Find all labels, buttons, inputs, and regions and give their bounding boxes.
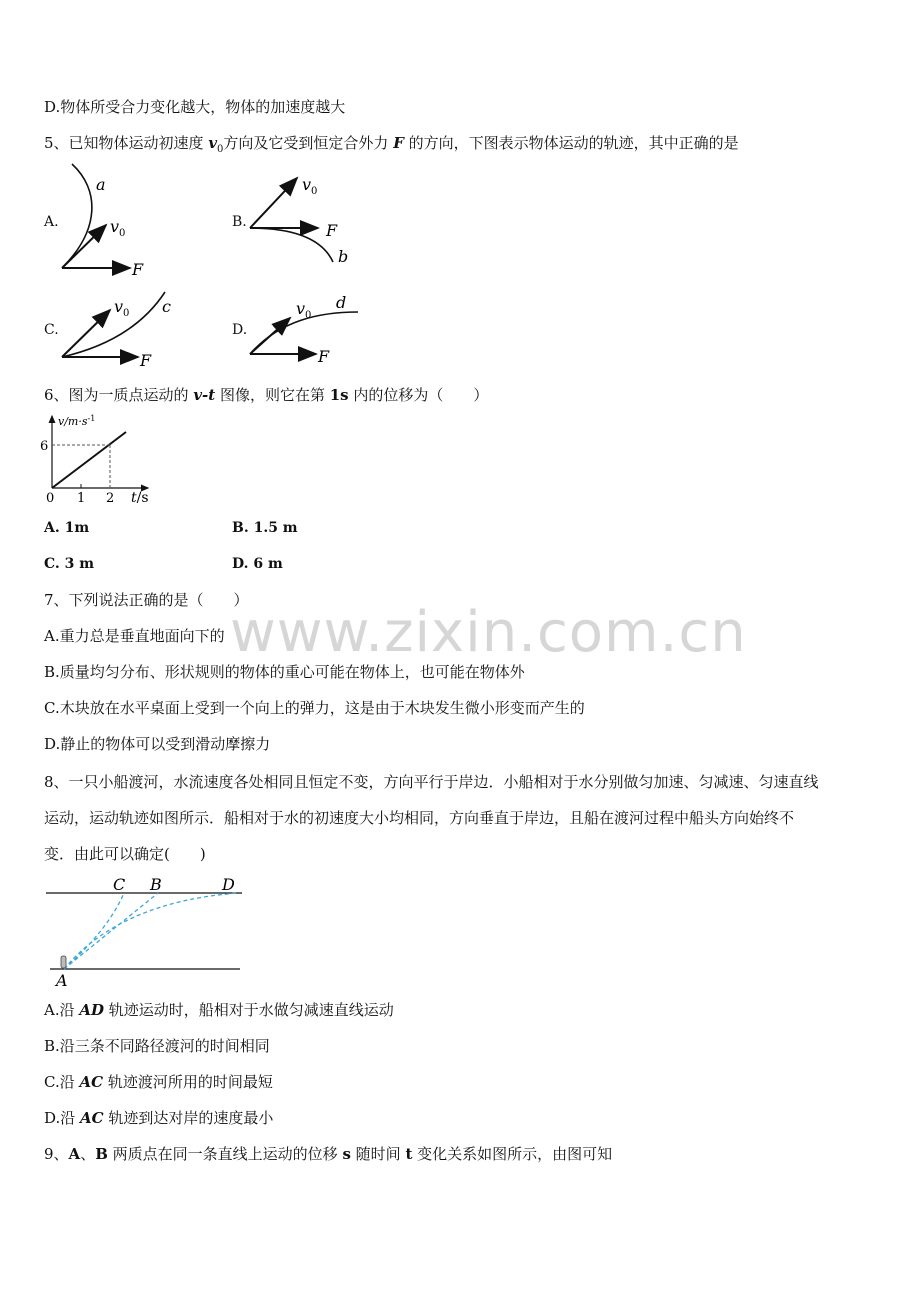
q7-option-a: A.重力总是垂直地面向下的 <box>44 627 225 645</box>
q8-option-a: A.沿 AD 轨迹运动时，船相对于水做匀减速直线运动 <box>44 1001 394 1019</box>
q7-option-c: C.木块放在水平桌面上受到一个向上的弹力，这是由于木块发生微小形变而产生的 <box>44 699 585 717</box>
q6-text-b: 图像，则它在第 <box>215 386 330 404</box>
q6-vt: v-t <box>193 386 216 404</box>
q5-figures <box>0 0 920 380</box>
v0-label-a: $v_0$ <box>110 217 126 239</box>
q7-option-d: D.静止的物体可以受到滑动摩擦力 <box>44 735 271 753</box>
q5-f: F <box>393 134 404 152</box>
q8-option-d: D.沿 AC 轨迹到达对岸的速度最小 <box>44 1109 274 1127</box>
q8-option-b: B.沿三条不同路径渡河的时间相同 <box>44 1037 270 1055</box>
q4-option-d: D.物体所受合力变化越大，物体的加速度越大 <box>44 98 346 116</box>
q5-figure-b <box>250 175 348 266</box>
curve-label-d: d <box>336 293 347 312</box>
q6-text-a: 图为一质点运动的 <box>68 386 194 404</box>
q9-t: t <box>405 1145 413 1163</box>
q5-v0-sub: 0 <box>217 144 224 155</box>
q5-option-c-label: C. <box>44 322 59 338</box>
label-a: A <box>56 971 68 990</box>
f-label-c: F <box>140 351 152 370</box>
q8-stem-line3: 变．由此可以确定( ) <box>44 845 206 863</box>
q6-option-c: C. 3 m <box>44 556 95 572</box>
q8-option-c-em: AC <box>79 1073 104 1091</box>
q6-option-a: A. 1m <box>44 520 90 536</box>
q9-a: A <box>68 1145 81 1163</box>
path-ab <box>64 893 158 969</box>
x-tick-1: 1 <box>77 491 86 506</box>
q8-option-d-em: AC <box>80 1109 104 1127</box>
q6-vt-graph <box>30 408 180 508</box>
q9-s: s <box>342 1145 351 1163</box>
q6-option-d: D. 6 m <box>232 556 283 572</box>
q5-text-b: 方向及它受到恒定合外力 <box>223 134 394 152</box>
trajectory-curve-d <box>250 312 358 354</box>
q9-b: B <box>95 1145 108 1163</box>
v0-label-c: $v_0$ <box>114 297 130 319</box>
q5-option-b-label: B. <box>232 214 247 230</box>
q8-stem-line1: 8、一只小船渡河，水流速度各处相同且恒定不变，方向平行于岸边．小船相对于水分别做匀加速、匀减速、匀速直线 <box>44 773 819 791</box>
q5-option-a-label: A. <box>44 214 59 230</box>
x-tick-2: 2 <box>106 491 115 506</box>
q5-text-c: 的方向，下图表示物体运动的轨迹，其中正确的是 <box>403 134 739 152</box>
q7-stem: 7、下列说法正确的是（ ） <box>44 591 249 609</box>
q8-option-a-em: AD <box>79 1001 105 1019</box>
q6-1s: 1s <box>329 386 349 404</box>
watermark: www.zixin.com.cn <box>230 600 747 665</box>
q6-stem <box>44 385 488 405</box>
q5-v0: v <box>208 134 218 152</box>
v0-label-d: $v_0$ <box>296 299 312 321</box>
path-ac <box>64 893 124 969</box>
q8-stem-line2: 运动，运动轨迹如图所示．船相对于水的初速度大小均相同，方向垂直于岸边，且船在渡河过程中船头方向始终不 <box>44 809 795 827</box>
q6-option-b: B. 1.5 m <box>232 520 298 536</box>
f-label-d: F <box>318 347 330 366</box>
label-d: D <box>222 875 235 894</box>
q8-river-figure <box>40 872 250 990</box>
v0-label-b: $v_0$ <box>302 175 318 197</box>
v-axis-label: $v/m\cdot s^{-1}$ <box>58 414 96 428</box>
boat-icon <box>61 956 66 968</box>
trajectory-curve-b <box>250 228 333 262</box>
path-ad <box>64 893 238 969</box>
q8-option-c: C.沿 AC 轨迹渡河所用的时间最短 <box>44 1073 273 1091</box>
q5-figure-a <box>62 164 144 279</box>
t-axis-label: t/s <box>131 490 149 506</box>
q5-figure-c <box>62 292 171 370</box>
origin-label: 0 <box>46 491 55 506</box>
curve-label-a: a <box>96 175 106 194</box>
q5-num: 5、 <box>44 134 69 152</box>
q5-option-d-label: D. <box>232 322 248 338</box>
f-label-b: F <box>326 221 338 240</box>
label-c: C <box>113 875 126 894</box>
q7-option-b: B.质量均匀分布、形状规则的物体的重心可能在物体上，也可能在物体外 <box>44 663 525 681</box>
q5-text-a: 已知物体运动初速度 <box>68 134 209 152</box>
label-b: B <box>150 875 162 894</box>
curve-label-b: b <box>338 247 349 266</box>
vt-line <box>52 432 126 488</box>
f-label-a: F <box>132 260 144 279</box>
q5-figure-d <box>250 293 358 366</box>
q9-stem: 9、A、B 两质点在同一条直线上运动的位移 s 随时间 t 变化关系如图所示，由图可知 <box>44 1145 613 1163</box>
velocity-arrow-b <box>250 178 297 228</box>
q6-text-c: 内的位移为（ ） <box>348 386 489 404</box>
y-tick-6: 6 <box>40 439 49 454</box>
q6-num: 6、 <box>44 386 69 404</box>
curve-label-c: c <box>162 297 171 316</box>
